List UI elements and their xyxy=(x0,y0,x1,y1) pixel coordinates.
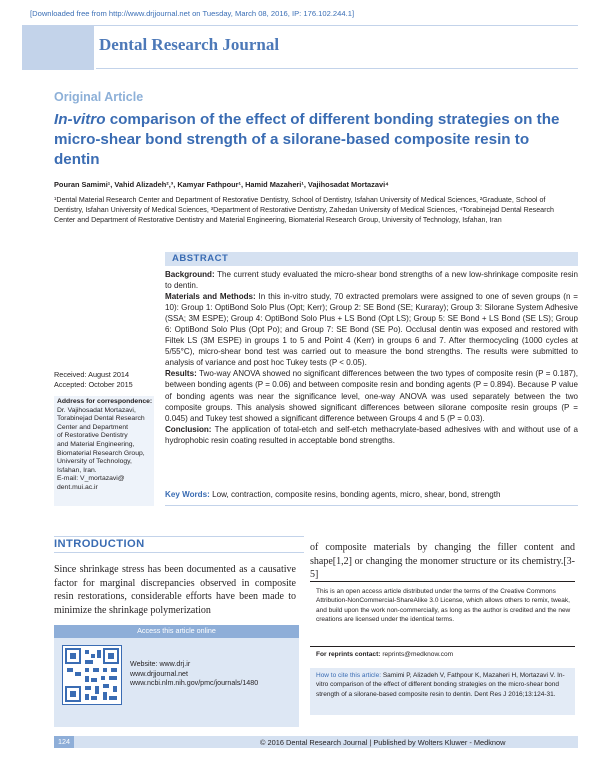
header-color-block xyxy=(22,25,94,70)
footer-copyright: © 2016 Dental Research Journal | Published by Wolters Kluwer - Medknow xyxy=(260,738,506,747)
correspondence-line: Dr. Vajihosadat Mortazavi, xyxy=(57,406,136,414)
background-label: Background: xyxy=(165,270,215,279)
keywords-label: Key Words: xyxy=(165,490,210,499)
abstract-bottom-rule xyxy=(165,505,578,506)
correspondence-line: of Restorative Dentistry xyxy=(57,432,128,440)
abstract-heading: ABSTRACT xyxy=(172,253,229,264)
reprints-line xyxy=(316,651,453,658)
introduction-right-text: of composite materials by changing the filler content and shape[1,2] or changing the monomer structure or its chemistry.[3-5] xyxy=(310,542,575,581)
abstract-methods xyxy=(165,291,578,368)
affiliations: ¹Dental Material Research Center and Department of Restorative Dentistry, School of Dentistry, Isfahan University of Medical Sciences, ²Graduate, School of Dentistry, Isfahan University of Medical Sciences, ³Department of Restorative Dentistry, Zahedan University of Medical Sciences, ⁴Torabinejad Dental Research Center and Department of Restorative Dentistry and Material Engineering, Biomaterial Research Group, University of Technology, Isfahan, Iran xyxy=(54,196,554,225)
background-text: The current study evaluated the micro-shear bond strengths of a new low-shrinkage composite resin to dentin. xyxy=(165,270,578,291)
correspondence-line: Torabinejad Dental Research xyxy=(57,415,145,423)
page-number: 124 xyxy=(54,736,74,748)
reprints-email[interactable]: reprints@medknow.com xyxy=(380,651,454,658)
correspondence-line: Isfahan, Iran. xyxy=(57,466,97,474)
keywords-row xyxy=(165,490,578,499)
intro-bottom-rule xyxy=(54,552,304,553)
methods-text: In this in-vitro study, 70 extracted premolars were assigned to one of seven groups (n = 10): Group 1: OptiBond Solo Plus (Opt; Kerr); Group 2: SE Bond (SE; Kuraray); Group 3: Silorane System Adhesive (SSA; 3M ESPE); Group 4: OptiBond Solo Plus + LS Bond (Opt LS); Group 5: SE Bond + LS Bond (SE LS); Group 6: OptiBond Solo Plus (Opt Po); and Group 7: SE Bond (SE Po). Occlusal dentin was exposed and restored with Filtek LS (3M ESPE) in groups 1 to 5 and Point 4 (Kerr) in groups 6 and 7. After thermocycling (1000 cycles at 5/55°C), micro-shear bond test was carried out to measure the bond strengths. The results were submitted to analysis of variance and post hoc Tukey tests (P < 0.05). xyxy=(165,292,578,368)
results-label: Results: xyxy=(165,369,197,379)
open-access-text: This is an open access article distributed under the terms of the Creative Commons Attribution-NonCommercial-ShareAlike 3.0 License, which allows others to remix, tweak, and build upon the work non-commercially, as long as the author is credited and the new creations are licensed under the identical terms. xyxy=(316,588,571,624)
journal-name: Dental Research Journal xyxy=(99,35,280,54)
correspondence-line: and Material Engineering, xyxy=(57,440,135,448)
correspondence xyxy=(57,398,153,493)
title-rest: comparison of the effect of different bonding strategies on the micro-shear bond strength of a silorane-based composite resin to dentin xyxy=(54,111,560,168)
download-banner: [Downloaded free from http://www.drjjournal.net on Tuesday, March 08, 2016, IP: 176.102.244.1] xyxy=(30,9,355,18)
title-italic: In-vitro xyxy=(54,111,106,128)
access-heading: Access this article online xyxy=(137,626,216,635)
author-list: Pouran Samimi¹, Vahid Alizadeh²,³, Kamyar Fathpour¹, Hamid Mazaheri¹, Vajihosadat Mortazavi⁴ xyxy=(54,180,389,189)
received-date: Received: August 2014 xyxy=(54,370,130,379)
qr-code-icon[interactable] xyxy=(62,645,122,705)
website-link[interactable]: Website: www.drj.ir xyxy=(130,660,191,668)
intro-top-rule xyxy=(54,536,304,537)
introduction-heading: INTRODUCTION xyxy=(54,538,145,550)
introduction-left-text: Since shrinkage stress has been documented as a causative factor for marginal discrepancies observed in composite resin restorations, considerable efforts have been made to minimize the shrinkage polymerization xyxy=(54,564,296,616)
article-type: Original Article xyxy=(54,90,144,104)
header-rule xyxy=(96,68,578,69)
accepted-date: Accepted: October 2015 xyxy=(54,380,133,389)
abstract-conclusion xyxy=(165,424,578,446)
article-title xyxy=(54,110,574,170)
correspondence-label: Address for correspondence: xyxy=(57,398,153,405)
correspondence-email-cont[interactable]: dent.mui.ac.ir xyxy=(57,483,98,491)
reprints-label: For reprints contact: xyxy=(316,651,381,658)
keywords-text: Low, contraction, composite resins, bonding agents, micro, shear, bond, strength xyxy=(212,490,501,499)
pmc-link[interactable]: www.ncbi.nlm.nih.gov/pmc/journals/1480 xyxy=(130,679,259,688)
correspondence-email[interactable]: E-mail: V_mortazavi@ xyxy=(57,475,125,483)
methods-label: Materials and Methods: xyxy=(165,292,256,302)
results-text: Two-way ANOVA showed no significant differences between the two types of composite resin (P = 0.187), between bonding agents (P = 0.06) and between composite resin and bonding agents (P = 0.894). Because P value of bonding agents was near the significance level, one-way ANOVA was used separately between the two composite groups. This analysis showed significant differences between silorane composite resin groups (P = 0.045) and Tukey test showed a significant difference between Groups 4 and 5 (P = 0.03). xyxy=(165,369,578,423)
access-links xyxy=(130,660,258,689)
citation-label: How to cite this article: xyxy=(316,672,382,679)
article-dates xyxy=(54,370,133,390)
website-link-2[interactable]: www.drjjournal.net xyxy=(130,669,188,678)
correspondence-line: University of Technology, xyxy=(57,458,132,466)
citation-text: Samimi P, Alizadeh V, Fathpour K, Mazaheri H, Mortazavi V. In-vitro comparison of the effect of different bonding strategies on the micro-shear bond strength of a silorane-based composite resin to dentin. Dent Res J 2016;13:124-31. xyxy=(316,672,565,698)
correspondence-line: Biomaterial Research Group, xyxy=(57,449,145,457)
abstract-background xyxy=(165,269,578,291)
conclusion-text: The application of total-etch and self-etch methacrylate-based adhesives with and without use of a hydrophobic resin coating resulted in acceptable bond strengths. xyxy=(165,424,578,445)
header-top-rule xyxy=(22,25,578,26)
abstract-results xyxy=(165,368,578,423)
access-heading-bar xyxy=(54,625,299,638)
conclusion-label: Conclusion: xyxy=(165,424,212,434)
citation xyxy=(316,671,572,699)
abstract-body xyxy=(165,269,578,446)
correspondence-line: Center and Department xyxy=(57,423,129,431)
